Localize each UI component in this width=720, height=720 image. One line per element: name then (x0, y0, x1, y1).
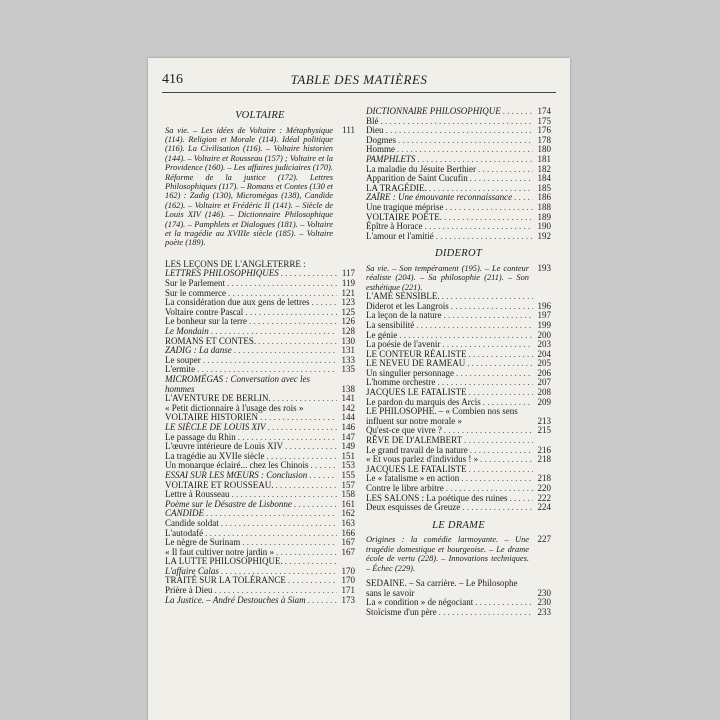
dot-leader (469, 465, 533, 475)
toc-entry-page: 166 (341, 527, 355, 538)
toc-entry-page: 123 (341, 297, 355, 308)
toc-entry-title: DICTIONNAIRE PHILOSOPHIQUE (366, 106, 501, 116)
dot-leader (443, 311, 533, 321)
toc-entry-title: Candide soldat (165, 517, 219, 528)
toc-entry-title: Le bonheur sur la terre (165, 316, 247, 327)
dot-leader (439, 608, 533, 618)
toc-entry-title: Contre le libre arbitre (366, 483, 444, 493)
dot-leader (470, 446, 533, 456)
toc-entry-title: VOLTAIRE POÈTE. (366, 211, 442, 222)
toc-entry-page: 196 (537, 300, 551, 311)
diderot-summary-text: Sa vie. – Son tempérament (195). – Le conteur réaliste (204). – Sa philosophie (211). – Son esthétique (221). (366, 263, 529, 292)
dot-leader (444, 213, 533, 223)
dot-leader (268, 423, 338, 433)
toc-entry-title: Le nègre de Surinam (165, 537, 241, 548)
toc-entry-page: 230 (537, 587, 551, 598)
dot-leader (227, 279, 337, 289)
dot-leader (258, 337, 337, 347)
dot-leader (288, 576, 337, 586)
toc-entry-title: JACQUES LE FATALISTE (366, 463, 467, 474)
toc-entry-title: Une tragique méprise (366, 201, 444, 212)
dot-leader (436, 232, 533, 242)
toc-entry-page: 170 (341, 565, 355, 576)
section-title-drame: LE DRAME (432, 519, 485, 531)
drame-summary-text: Origines : la comédie larmoyante. – Une tragédie domestique et bourgeoise. – Le drame école de vertu (228). – Innovations techniques. – Échec (229). (366, 535, 529, 573)
dot-leader (398, 136, 533, 146)
toc-entry-page: 213 (537, 415, 551, 426)
toc-entry-title: ZADIG : La danse (165, 345, 232, 356)
dot-leader (249, 317, 337, 327)
toc-entry-page: 125 (341, 306, 355, 317)
toc-entry-page: 170 (341, 575, 355, 586)
toc-entry-page: 161 (341, 498, 355, 509)
toc-entry-title: Stoïcisme d'un père (366, 606, 437, 617)
toc-entry-title: Deux esquisses de Greuze (366, 502, 461, 513)
toc-entry (366, 579, 551, 598)
page-number: 416 (162, 72, 183, 87)
toc-entry-title: Sur le Parlement (165, 278, 225, 289)
dot-leader (503, 107, 533, 117)
toc-entry-page: 121 (341, 287, 355, 298)
toc-entry-page: 188 (537, 201, 551, 212)
toc-entry-title: Blé (366, 115, 379, 126)
toc-entry-title: LES SALONS : La poétique des ruines (366, 492, 508, 503)
toc-entry-title: LETTRES PHILOSOPHIQUES (165, 268, 279, 279)
toc-entry-title: VOLTAIRE HISTORIEN (165, 412, 259, 423)
toc-entry-title: Qu'est-ce que vivre ? (366, 425, 442, 436)
dot-leader (456, 369, 533, 379)
toc-entry-title: L'AVENTURE DE BERLIN. (165, 393, 271, 404)
dot-leader (478, 165, 533, 175)
toc-entry-page: 146 (341, 421, 355, 432)
toc-entry-title: VOLTAIRE ET ROUSSEAU. (165, 479, 274, 490)
dot-leader (285, 442, 337, 452)
toc-entry-page: 138 (341, 383, 355, 394)
drame-summary (366, 535, 551, 573)
toc-entry-title: ROMANS ET CONTES. (165, 335, 257, 346)
dot-leader (461, 474, 533, 484)
drame-summary-page: 227 (537, 534, 551, 545)
toc-entry-title: La leçon de la nature (366, 310, 442, 321)
dot-leader (469, 350, 534, 360)
toc-entry-title: L'affaire Calas (165, 565, 219, 576)
toc-entry (165, 596, 355, 606)
toc-entry-page: 185 (537, 182, 551, 193)
toc-entry-title: La sensibilité (366, 319, 415, 330)
toc-entry-page: 197 (537, 310, 551, 321)
toc-entry-page: 199 (537, 319, 551, 330)
left-column (165, 107, 355, 605)
toc-entry-page: 126 (341, 316, 355, 327)
toc-entry-page: 189 (537, 211, 551, 222)
toc-entry-title: ESSAI SUR LES MŒURS : Conclusion (165, 469, 308, 480)
toc-entry-page: 230 (537, 597, 551, 608)
toc-entry-page: 173 (341, 594, 355, 605)
toc-entry (366, 407, 551, 426)
voltaire-summary (165, 126, 355, 248)
toc-entry-title: LE NEVEU DE RAMEAU (366, 358, 466, 369)
toc-entry-title: L'amour et l'amitié (366, 230, 434, 241)
toc-entry-title: La considération due aux gens de lettres (165, 297, 310, 308)
dot-leader (311, 298, 337, 308)
toc-entry-page: 192 (537, 230, 551, 241)
dot-leader (467, 359, 533, 369)
right-column (366, 107, 551, 617)
toc-entry-page: 203 (537, 339, 551, 350)
toc-entry-page: 218 (537, 473, 551, 484)
toc-entry-page: 180 (537, 144, 551, 155)
dot-leader (381, 117, 534, 127)
toc-entry-title: LA TRAGÉDIE. (366, 182, 427, 193)
toc-entry-title: Un singulier personnage (366, 367, 454, 378)
toc-entry-title: Diderot et les Langrois (366, 300, 449, 311)
toc-entry-page: 149 (341, 441, 355, 452)
voltaire-summary-page: 111 (342, 124, 355, 135)
dot-leader (397, 145, 533, 155)
dot-leader (276, 548, 337, 558)
toc-entry-title: Le grand travail de la nature (366, 444, 468, 455)
dot-leader (464, 436, 533, 446)
dot-leader (462, 503, 533, 513)
toc-entry-page: 178 (537, 134, 551, 145)
toc-entry-page: 205 (537, 358, 551, 369)
toc-entry-title: Prière à Dieu (165, 585, 213, 596)
toc-entry-page: 155 (341, 469, 355, 480)
toc-entry-page: 220 (537, 483, 551, 493)
dot-leader (203, 356, 337, 366)
toc-entry-title: Le « fatalisme » en action (366, 473, 460, 484)
toc-entry-page: 174 (537, 106, 551, 116)
toc-entry-page: 128 (341, 326, 355, 337)
toc-entry-title: Dieu (366, 125, 384, 136)
toc-entry (366, 107, 551, 117)
dot-leader (509, 494, 533, 504)
dot-leader (308, 596, 337, 606)
toc-entry-title: Voltaire contre Pascal (165, 306, 244, 317)
dot-leader (285, 557, 337, 567)
toc-entry-title: « Et vous parlez d'individus ! » (366, 454, 479, 465)
toc-entry-page: 186 (537, 192, 551, 203)
toc-entry-page: 135 (341, 364, 355, 375)
dot-leader (276, 481, 337, 491)
toc-entry-title: JACQUES LE FATALISTE (366, 387, 467, 398)
toc-entry-title: LE CONTEUR RÉALISTE (366, 348, 467, 359)
toc-entry-title: RÊVE DE D'ALEMBERT (366, 435, 463, 446)
dot-leader (475, 598, 533, 608)
toc-entry-title: Le Mondain (165, 326, 209, 337)
toc-entry-page: 171 (341, 585, 355, 596)
toc-entry-title: La Justice. – André Destouches à Siam (165, 594, 306, 605)
toc-entry-page: 167 (341, 546, 355, 557)
toc-entry-title: L'œuvre intérieure de Louis XIV (165, 441, 284, 452)
drame-entry-list (366, 579, 551, 617)
toc-entry (366, 232, 551, 242)
toc-entry (366, 503, 551, 513)
left-entry-list (165, 269, 355, 605)
toc-entry-page: 209 (537, 396, 551, 407)
toc-entry-page: 163 (341, 517, 355, 528)
toc-entry-page: 147 (341, 431, 355, 442)
toc-entry-page: 181 (537, 153, 551, 164)
toc-entry-title: L'AME SENSIBLE. (366, 291, 440, 302)
toc-entry-page: 167 (341, 537, 355, 548)
dot-leader (514, 193, 533, 203)
toc-entry-title: LA LUTTE PHILOSOPHIQUE. (165, 556, 283, 567)
toc-entry-title: Épître à Horace (366, 221, 423, 232)
voltaire-summary-text: Sa vie. – Les idées de Voltaire : Métaphysique (114). Religion et Morale (114). Idéal politique (116). La Civilisation (116). – Voltaire historien (144). – Voltaire et Rousseau (157) ; Voltaire et la Providence (160). – Les affaires judiciaires (170). Réforme de la justice (172). Lettres Philosophiques (117). – Romans et Contes (130 et 162) : Zadig (130), Micromégas (138), Candide (162). – Voltaire et Frédéric II (141). – Siècle de Louis XIV (146). – Dictionnaire Philosophique (174). – Pamphlets et Dialogues (181). – Voltaire et la tragédie au XVIIIe siècle (185). – Voltaire poète (189). (165, 125, 333, 248)
toc-entry-title: Homme (366, 144, 395, 155)
toc-entry-title: SEDAINE. – Sa carrière. – Le Philosophe sans le savoir (366, 578, 518, 598)
toc-entry-title: MICROMÉGAS : Conversation avec les hommes (165, 374, 310, 394)
section-title-diderot: DIDEROT (434, 248, 482, 260)
toc-entry-page: 133 (341, 354, 355, 365)
diderot-entry-list (366, 292, 551, 513)
page-header (148, 72, 570, 90)
toc-entry (165, 375, 355, 394)
toc-entry-page: 119 (341, 278, 355, 289)
dot-leader (309, 471, 337, 481)
dot-leader (386, 126, 534, 136)
toc-entry-page: 204 (537, 348, 551, 359)
dot-leader (451, 302, 533, 312)
toc-entry-title: Poème sur le Désastre de Lisbonne (165, 498, 292, 509)
toc-entry-page: 208 (537, 387, 551, 398)
dot-leader (442, 292, 533, 302)
dot-leader (416, 321, 533, 331)
right-entry-list-top (366, 107, 551, 241)
dot-leader (480, 455, 533, 465)
group-title-angleterre: LES LEÇONS DE L'ANGLETERRE : (165, 258, 306, 269)
dot-leader (424, 222, 533, 232)
toc-entry-title: PAMPHLETS (366, 153, 416, 164)
toc-entry-page: 130 (341, 335, 355, 346)
toc-entry-title: « Petit dictionnaire à l'usage des rois » (165, 402, 304, 413)
toc-entry-title: Le souper (165, 354, 201, 365)
toc-entry-page: 222 (537, 492, 551, 503)
toc-entry-title: LE SIÈCLE DE LOUIS XIV (165, 421, 266, 432)
dot-leader (234, 346, 337, 356)
toc-entry-title: Sur le commerce (165, 287, 226, 298)
page-title: TABLE DES MATIÈRES (290, 72, 428, 87)
toc-entry-title: Apparition de Saint Cucufin (366, 173, 468, 184)
toc-entry-title: La tragédie au XVIIe siècle (165, 450, 265, 461)
toc-entry-page: 216 (537, 444, 551, 455)
toc-entry-page: 206 (537, 367, 551, 378)
diderot-summary (366, 264, 551, 292)
diderot-summary-page: 193 (537, 262, 551, 273)
toc-entry-title: L'ermite (165, 364, 196, 375)
toc-entry-page: 200 (537, 329, 551, 340)
toc-entry-page: 157 (341, 479, 355, 490)
section-title-voltaire: VOLTAIRE (235, 110, 285, 121)
toc-entry-page: 131 (341, 345, 355, 356)
toc-entry-page: 117 (341, 268, 355, 279)
toc-entry-title: CANDIDE (165, 508, 204, 519)
toc-entry-page: 144 (341, 412, 355, 423)
toc-entry-page: 190 (537, 221, 551, 232)
toc-entry-page: 215 (537, 425, 551, 436)
toc-entry (366, 117, 551, 127)
toc-entry-page: 142 (341, 402, 355, 413)
dot-leader (470, 174, 533, 184)
dot-leader (260, 413, 337, 423)
toc-entry-page: 182 (537, 163, 551, 174)
toc-entry-page: 176 (537, 125, 551, 136)
toc-entry-page: 141 (341, 393, 355, 404)
toc-entry-page: 218 (537, 454, 551, 465)
toc-entry-page: 151 (341, 450, 355, 461)
dot-leader (206, 509, 337, 519)
toc-entry-page: 233 (537, 606, 551, 617)
toc-entry-page: 184 (537, 173, 551, 184)
dot-leader (245, 308, 337, 318)
dot-leader (221, 519, 337, 529)
toc-entry-page: 175 (537, 115, 551, 126)
toc-entry-title: LE PHILOSOPHE. – « Combien nos sens influent sur notre morale » (366, 406, 518, 426)
toc-entry-title: ZAÏRE : Une émouvante reconnaissance (366, 192, 513, 203)
toc-entry-title: Lettre à Rousseau (165, 489, 230, 500)
toc-entry-page: 153 (341, 460, 355, 471)
toc-entry-title: L'autodafé (165, 527, 204, 538)
toc-entry-page: 162 (341, 508, 355, 519)
toc-entry-title: Un monarque éclairé... chez les Chinois (165, 460, 309, 471)
dot-leader (445, 203, 533, 213)
toc-entry-page: 158 (341, 489, 355, 500)
toc-entry-page: 207 (537, 377, 551, 388)
toc-entry-page: 224 (537, 502, 551, 513)
toc-entry-title: La maladie du Jésuite Berthier (366, 163, 476, 174)
toc-entry (366, 608, 551, 618)
toc-entry-title: L'homme orchestre (366, 377, 436, 388)
toc-entry-title: Le passage du Rhin (165, 431, 236, 442)
toc-entry-title: La « condition » de négociant (366, 597, 474, 608)
toc-entry-title: Dogmes (366, 134, 396, 145)
toc-entry-title: La poésie de l'avenir (366, 339, 441, 350)
dot-leader (310, 461, 337, 471)
toc-entry-title: « Il faut cultiver notre jardin » (165, 546, 274, 557)
toc-entry-title: TRAITÉ SUR LA TOLÉRANCE (165, 575, 286, 586)
dot-leader (294, 500, 337, 510)
toc-entry-title: Le pardon du marquis des Arcis (366, 396, 481, 407)
header-rule (162, 92, 556, 93)
toc-entry-title: Le génie (366, 329, 398, 340)
dot-leader (281, 269, 337, 279)
